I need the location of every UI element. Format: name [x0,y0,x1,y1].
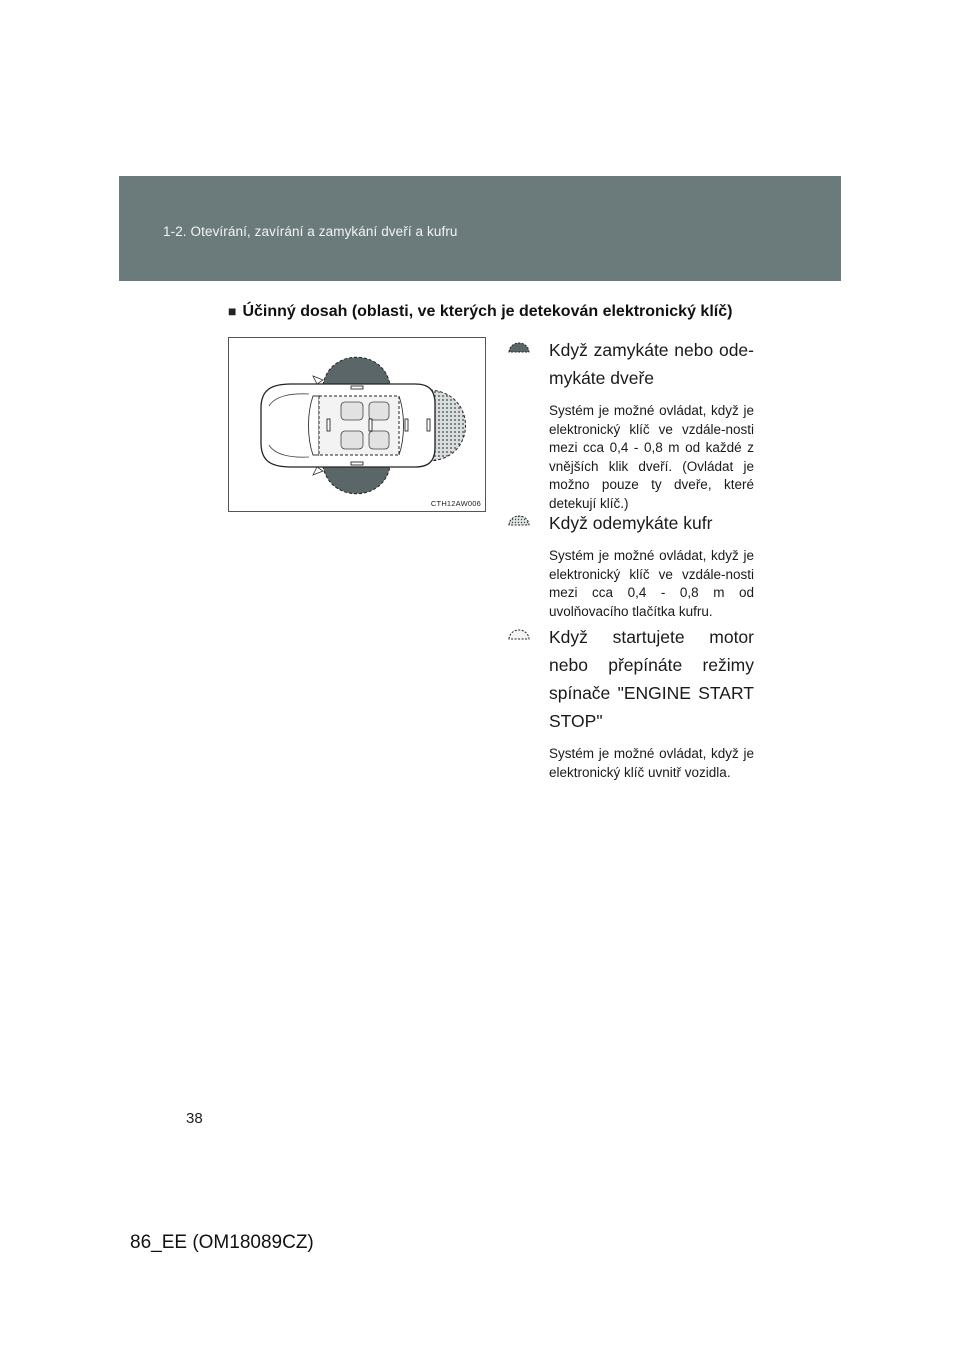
dark-filled-zone-icon [508,339,530,353]
section-bullet: ■ [228,303,237,319]
document-code: 86_EE (OM18089CZ) [130,1232,314,1253]
legend-item-engine-start [508,623,754,782]
section-title-text: Účinný dosah (oblasti, ve kterých je detekován elektronický klíč) [242,303,733,320]
chapter-title: 1-2. Otevírání, zavírání a zamykání dveří a kufru [163,224,458,239]
dashed-outline-zone-icon [508,626,530,640]
detection-range-figure [228,337,486,512]
door-zone-top [323,357,390,385]
legend-heading: Když startujete motor nebo přepínáte režimy spínače "ENGINE START STOP" [549,627,754,731]
chapter-header-bar [119,176,841,281]
legend-heading: Když zamykáte nebo ode-mykáte dveře [549,340,754,388]
page-number: 38 [186,1110,203,1127]
legend-description: Systém je možné ovládat, když je elektronický klíč ve vzdále-nosti mezi cca 0,4 - 0,8 m od uvolňovacího tlačítka kufru. [549,548,754,619]
dotted-zone-icon [508,512,530,526]
figure-code: CTH12AW006 [430,499,481,508]
car-top-view-diagram [229,338,487,513]
legend-heading: Když odemykáte kufr [549,513,713,533]
section-heading [228,303,732,321]
legend-description: Systém je možné ovládat, když je elektronický klíč uvnitř vozidla. [549,746,754,780]
legend-item-trunk [508,509,754,621]
legend-item-door-lock [508,336,754,513]
door-zone-bottom [323,466,390,494]
legend-description: Systém je možné ovládat, když je elektronický klíč ve vzdále-nosti mezi cca 0,4 - 0,8 m od každé z vnějších klik dveří. (Ovládat je možno pouze ty dveře, které detekují klíč.) [549,403,754,511]
